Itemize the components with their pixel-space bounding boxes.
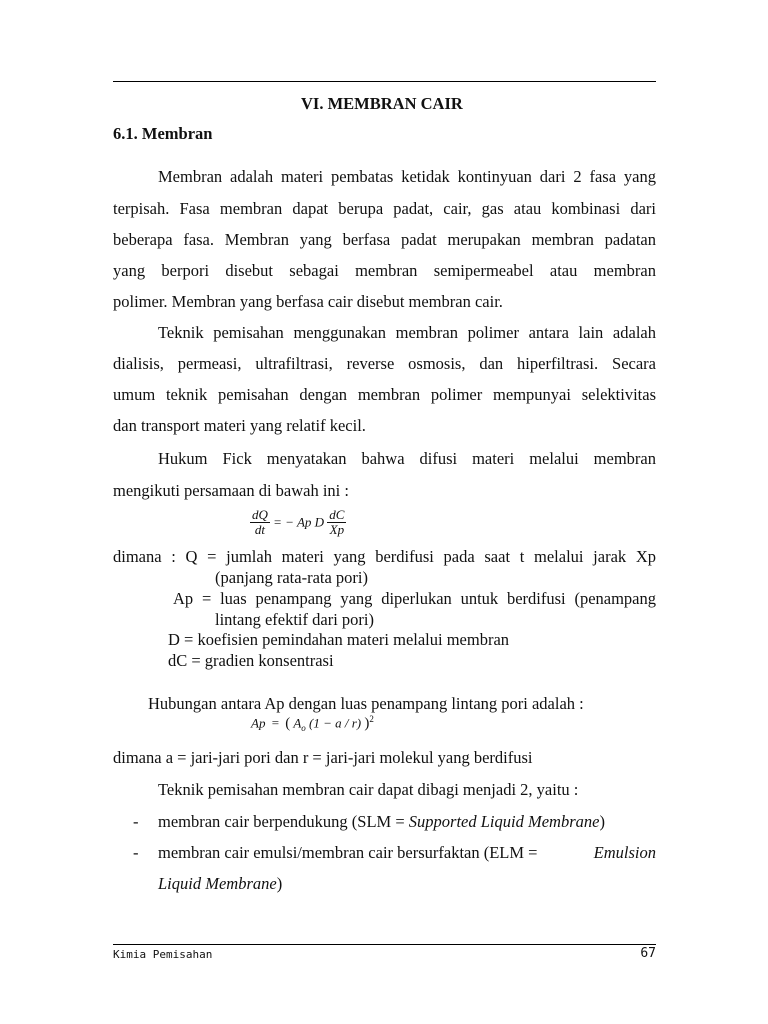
paragraph-line: yang berpori disebut sebagai membran semipermeabel atau membran <box>113 261 656 280</box>
eq-sign: = <box>271 715 280 731</box>
definition-q-cont: (panjang rata-rata pori) <box>215 568 368 587</box>
denominator: dt <box>254 522 265 537</box>
fraction-dq-dt <box>250 508 270 537</box>
eq-close-paren: ) <box>364 715 370 732</box>
paragraph-line: Teknik pemisahan menggunakan membran polimer antara lain adalah <box>158 323 656 342</box>
list-item-italic: Supported Liquid Membrane <box>408 812 600 831</box>
paragraph-line: umum teknik pemisahan dengan membran polimer mempunyai selektivitas <box>113 385 656 404</box>
section-title: 6.1. Membran <box>113 124 213 143</box>
eq-open-paren: ( <box>285 715 291 732</box>
denominator: Xp <box>329 522 345 537</box>
eq-a-subscript: o <box>301 722 306 733</box>
list-item <box>113 843 656 863</box>
paragraph-line: dialisis, permeasi, ultrafiltrasi, reverse osmosis, dan hiperfiltrasi. Secara <box>113 354 656 373</box>
list-item-italic: Liquid Membrane <box>158 874 277 893</box>
list-item-italic: Emulsion <box>593 843 656 862</box>
list-bullet: - <box>133 843 139 862</box>
list-item-text: membran cair berpendukung (SLM = <box>158 812 409 831</box>
definition-ap: Ap = luas penampang yang diperlukan untuk berdifusi (penampang <box>173 589 656 608</box>
list-item-end: ) <box>599 812 605 831</box>
list-item-continuation <box>158 874 282 894</box>
eq-a: A <box>293 715 302 731</box>
eq-exponent: 2 <box>369 714 374 724</box>
definition-d: D = koefisien pemindahan materi melalui membran <box>168 630 510 649</box>
paragraph-line: terpisah. Fasa membran dapat berupa padat, cair, gas atau kombinasi dari <box>113 199 656 218</box>
fick-equation <box>250 508 346 537</box>
eq-lhs: Ap <box>251 715 266 731</box>
paragraph-4: Hubungan antara Ap dengan luas penampang lintang pori adalah : <box>148 694 584 713</box>
list-item-end: ) <box>276 874 283 893</box>
paragraph-line: Membran adalah materi pembatas ketidak kontinyuan dari 2 fasa yang <box>158 167 656 186</box>
numerator: dC <box>329 507 345 522</box>
paragraph-line: mengikuti persamaan di bawah ini : <box>113 481 349 500</box>
footer-rule <box>113 944 656 945</box>
definition-ap-cont: lintang efektif dari pori) <box>215 610 374 629</box>
footer-book-title: Kimia Pemisahan <box>113 948 213 961</box>
paragraph-line: dan transport materi yang relatif kecil. <box>113 416 366 435</box>
header-rule <box>113 81 656 82</box>
definition-dc: dC = gradien konsentrasi <box>168 651 334 670</box>
paragraph-line: Hukum Fick menyatakan bahwa difusi materi melalui membran <box>158 449 656 468</box>
page-number: 67 <box>640 946 656 961</box>
definition-a-r: dimana a = jari-jari pori dan r = jari-jari molekul yang berdifusi <box>113 748 533 767</box>
paragraph-line: beberapa fasa. Membran yang berfasa padat merupakan membran padatan <box>113 230 656 249</box>
area-equation <box>251 714 374 733</box>
fraction-dc-xp <box>327 508 346 537</box>
list-bullet: - <box>133 812 139 831</box>
numerator: dQ <box>252 507 268 522</box>
definition-q: dimana : Q = jumlah materi yang berdifusi pada saat t melalui jarak Xp <box>113 547 656 566</box>
paragraph-5: Teknik pemisahan membran cair dapat dibagi menjadi 2, yaitu : <box>158 780 579 799</box>
chapter-title: VI. MEMBRAN CAIR <box>301 94 463 113</box>
list-item-text: membran cair emulsi/membran cair bersurfaktan (ELM = <box>158 843 538 862</box>
paragraph-line: polimer. Membran yang berfasa cair disebut membran cair. <box>113 292 503 311</box>
eq-inner: (1 − a / r) <box>309 715 362 731</box>
equation-middle: = − Ap D <box>273 514 325 530</box>
list-item <box>113 812 605 832</box>
